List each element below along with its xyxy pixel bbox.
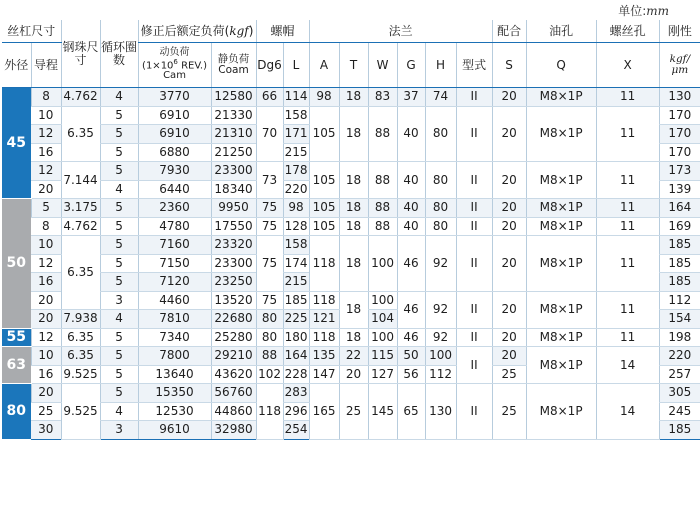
ball-screw-spec-table (2, 20, 700, 440)
A-cell: 118 (309, 236, 339, 292)
X-cell: 11 (596, 291, 659, 328)
coam-cell: 21330 (211, 106, 256, 125)
cam-cell: 13640 (138, 365, 211, 384)
table-row (2, 236, 700, 255)
header-nut: 螺帽 (256, 20, 309, 43)
W-cell: 115 (368, 347, 397, 366)
table-row (2, 328, 700, 347)
stiffness-cell: 139 (659, 180, 700, 199)
A-cell: 98 (309, 88, 339, 107)
G-cell: 40 (397, 217, 425, 236)
T-cell: 18 (339, 236, 368, 292)
H-cell: 80 (425, 106, 456, 162)
cam-cell: 12530 (138, 402, 211, 421)
circuit-cell: 5 (100, 328, 138, 347)
T-cell: 18 (339, 199, 368, 218)
type-cell: II (456, 199, 492, 218)
dg6-cell: 80 (256, 328, 283, 347)
coam-cell: 18340 (211, 180, 256, 199)
ball-cell: 3.175 (61, 199, 100, 218)
coam-cell: 29210 (211, 347, 256, 366)
circuit-cell: 5 (100, 384, 138, 403)
L-cell: 225 (283, 310, 309, 329)
L-cell: 228 (283, 365, 309, 384)
header-circuits: 循环圈数 (100, 20, 138, 88)
lead-cell: 30 (31, 421, 61, 440)
table-row (2, 291, 700, 310)
stiffness-cell: 112 (659, 291, 700, 310)
table-row (2, 347, 700, 366)
ball-cell: 9.525 (61, 365, 100, 384)
H-cell: 130 (425, 384, 456, 440)
cam-cell: 4780 (138, 217, 211, 236)
ball-cell: 7.938 (61, 310, 100, 329)
W-cell: 83 (368, 88, 397, 107)
type-cell: II (456, 291, 492, 328)
header-oil-hole: 油孔 (526, 20, 596, 43)
ball-cell: 6.35 (61, 328, 100, 347)
ball-cell: 7.144 (61, 162, 100, 199)
cam-cell: 7340 (138, 328, 211, 347)
header-thread-hole: 螺丝孔 (596, 20, 659, 43)
G-cell: 40 (397, 106, 425, 162)
ball-cell: 9.525 (61, 384, 100, 440)
circuit-cell: 5 (100, 254, 138, 273)
cam-cell: 6910 (138, 106, 211, 125)
S-cell: 25 (492, 365, 526, 384)
table-row (2, 199, 700, 218)
A-cell: 105 (309, 162, 339, 199)
T-cell: 18 (339, 328, 368, 347)
L-cell: 174 (283, 254, 309, 273)
G-cell: 56 (397, 365, 425, 384)
Q-cell: M8×1P (526, 328, 596, 347)
ball-cell: 6.35 (61, 347, 100, 366)
S-cell: 20 (492, 162, 526, 199)
T-cell: 18 (339, 162, 368, 199)
cam-cell: 7160 (138, 236, 211, 255)
header-W: W (368, 43, 397, 88)
X-cell: 11 (596, 199, 659, 218)
T-cell: 25 (339, 384, 368, 440)
L-cell: 215 (283, 143, 309, 162)
T-cell: 18 (339, 217, 368, 236)
lead-cell: 16 (31, 365, 61, 384)
T-cell: 18 (339, 106, 368, 162)
stiffness-cell: 170 (659, 106, 700, 125)
A-cell: 121 (309, 310, 339, 329)
lead-cell: 5 (31, 199, 61, 218)
stiffness-cell: 170 (659, 125, 700, 144)
dg6-cell: 70 (256, 106, 283, 162)
stiffness-cell: 185 (659, 273, 700, 292)
circuit-cell: 4 (100, 88, 138, 107)
header-stiffness: 刚性 (659, 20, 700, 43)
Q-cell: M8×1P (526, 236, 596, 292)
L-cell: 128 (283, 217, 309, 236)
S-cell: 20 (492, 106, 526, 162)
coam-cell: 17550 (211, 217, 256, 236)
dg6-cell: 66 (256, 88, 283, 107)
stiffness-cell: 185 (659, 236, 700, 255)
lead-cell: 12 (31, 328, 61, 347)
L-cell: 98 (283, 199, 309, 218)
coam-cell: 12580 (211, 88, 256, 107)
Q-cell: M8×1P (526, 199, 596, 218)
header-lead: 导程 (31, 43, 61, 88)
header-ball-size: 钢珠尺寸 (61, 20, 100, 88)
circuit-cell: 4 (100, 180, 138, 199)
circuit-cell: 5 (100, 125, 138, 144)
outer-dia-cell: 55 (2, 328, 31, 347)
type-cell: II (456, 328, 492, 347)
type-cell: II (456, 347, 492, 384)
S-cell: 20 (492, 88, 526, 107)
header-S: S (492, 43, 526, 88)
header-fit: 配合 (492, 20, 526, 43)
X-cell: 11 (596, 88, 659, 107)
dg6-cell: 75 (256, 291, 283, 310)
W-cell: 88 (368, 199, 397, 218)
header-outer-dia: 外径 (2, 43, 31, 88)
Q-cell: M8×1P (526, 384, 596, 440)
coam-cell: 21250 (211, 143, 256, 162)
L-cell: 220 (283, 180, 309, 199)
dg6-cell: 118 (256, 384, 283, 440)
stiffness-cell: 164 (659, 199, 700, 218)
Q-cell: M8×1P (526, 291, 596, 328)
lead-cell: 20 (31, 291, 61, 310)
cam-cell: 9610 (138, 421, 211, 440)
unit-note (618, 2, 669, 19)
lead-cell: 16 (31, 143, 61, 162)
header-G: G (397, 43, 425, 88)
lead-cell: 20 (31, 384, 61, 403)
S-cell: 20 (492, 236, 526, 292)
header-H: H (425, 43, 456, 88)
lead-cell: 8 (31, 88, 61, 107)
circuit-cell: 5 (100, 106, 138, 125)
cam-cell: 6880 (138, 143, 211, 162)
H-cell: 112 (425, 365, 456, 384)
coam-cell: 56760 (211, 384, 256, 403)
outer-dia-cell: 63 (2, 347, 31, 384)
coam-cell: 43620 (211, 365, 256, 384)
W-cell: 104 (368, 310, 397, 329)
coam-cell: 25280 (211, 328, 256, 347)
X-cell: 14 (596, 347, 659, 384)
outer-dia-cell: 50 (2, 199, 31, 329)
header-L: L (283, 43, 309, 88)
stiffness-cell: 173 (659, 162, 700, 181)
A-cell: 165 (309, 384, 339, 440)
lead-cell: 16 (31, 273, 61, 292)
cam-cell: 4460 (138, 291, 211, 310)
dg6-cell: 75 (256, 199, 283, 218)
circuit-cell: 5 (100, 273, 138, 292)
S-cell: 25 (492, 384, 526, 440)
coam-cell: 23250 (211, 273, 256, 292)
lead-cell: 12 (31, 162, 61, 181)
coam-cell: 9950 (211, 199, 256, 218)
cam-cell: 7120 (138, 273, 211, 292)
stiffness-cell: 305 (659, 384, 700, 403)
coam-cell: 13520 (211, 291, 256, 310)
L-cell: 215 (283, 273, 309, 292)
L-cell: 178 (283, 162, 309, 181)
type-cell: II (456, 106, 492, 162)
header-T: T (339, 43, 368, 88)
L-cell: 180 (283, 328, 309, 347)
header-Q: Q (526, 43, 596, 88)
H-cell: 80 (425, 199, 456, 218)
W-cell: 100 (368, 236, 397, 292)
cam-cell: 6440 (138, 180, 211, 199)
header-stiffness-unit: kgf/ μm (659, 43, 700, 88)
circuit-cell: 5 (100, 365, 138, 384)
G-cell: 46 (397, 236, 425, 292)
A-cell: 105 (309, 106, 339, 162)
G-cell: 50 (397, 347, 425, 366)
outer-dia-cell: 45 (2, 88, 31, 199)
lead-cell: 10 (31, 347, 61, 366)
circuit-cell: 4 (100, 310, 138, 329)
Q-cell: M8×1P (526, 217, 596, 236)
unit-value: mm (646, 4, 669, 18)
S-cell: 20 (492, 291, 526, 328)
lead-cell: 8 (31, 217, 61, 236)
lead-cell: 25 (31, 402, 61, 421)
X-cell: 11 (596, 328, 659, 347)
header-screw-size: 丝杠尺寸 (2, 20, 61, 43)
H-cell: 92 (425, 328, 456, 347)
H-cell: 74 (425, 88, 456, 107)
lead-cell: 20 (31, 180, 61, 199)
L-cell: 254 (283, 421, 309, 440)
circuit-cell: 5 (100, 199, 138, 218)
A-cell: 105 (309, 217, 339, 236)
stiffness-cell: 257 (659, 365, 700, 384)
X-cell: 11 (596, 106, 659, 162)
table-row (2, 384, 700, 403)
circuit-cell: 5 (100, 143, 138, 162)
table-row (2, 217, 700, 236)
type-cell: II (456, 384, 492, 440)
stiffness-cell: 245 (659, 402, 700, 421)
G-cell: 40 (397, 162, 425, 199)
G-cell: 46 (397, 291, 425, 328)
unit-label: 单位: (618, 4, 647, 18)
lead-cell: 12 (31, 125, 61, 144)
Q-cell: M8×1P (526, 106, 596, 162)
G-cell: 46 (397, 328, 425, 347)
lead-cell: 10 (31, 236, 61, 255)
type-cell: II (456, 162, 492, 199)
W-cell: 88 (368, 217, 397, 236)
type-cell: II (456, 88, 492, 107)
Q-cell: M8×1P (526, 88, 596, 107)
stiffness-cell: 185 (659, 254, 700, 273)
coam-cell: 44860 (211, 402, 256, 421)
stiffness-cell: 220 (659, 347, 700, 366)
dg6-cell: 75 (256, 236, 283, 292)
X-cell: 11 (596, 162, 659, 199)
S-cell: 20 (492, 217, 526, 236)
ball-cell: 6.35 (61, 106, 100, 162)
stiffness-cell: 170 (659, 143, 700, 162)
table-row (2, 106, 700, 125)
H-cell: 80 (425, 162, 456, 199)
header-A: A (309, 43, 339, 88)
G-cell: 37 (397, 88, 425, 107)
header-dynamic-load: 动负荷 ($1\times 10^6$ REV.) Cam (138, 43, 211, 88)
circuit-cell: 4 (100, 402, 138, 421)
coam-cell: 22680 (211, 310, 256, 329)
cam-cell: 7810 (138, 310, 211, 329)
table-row (2, 162, 700, 181)
W-cell: 127 (368, 365, 397, 384)
G-cell: 40 (397, 199, 425, 218)
H-cell: 80 (425, 217, 456, 236)
type-cell: II (456, 217, 492, 236)
A-cell: 105 (309, 199, 339, 218)
cam-cell: 6910 (138, 125, 211, 144)
H-cell: 92 (425, 291, 456, 328)
coam-cell: 23300 (211, 254, 256, 273)
circuit-cell: 5 (100, 217, 138, 236)
header-dg6: Dg6 (256, 43, 283, 88)
T-cell: 20 (339, 365, 368, 384)
W-cell: 88 (368, 162, 397, 199)
A-cell: 147 (309, 365, 339, 384)
dg6-cell: 88 (256, 347, 283, 366)
lead-cell: 20 (31, 310, 61, 329)
stiffness-cell: 169 (659, 217, 700, 236)
cam-cell: 7150 (138, 254, 211, 273)
W-cell: 100 (368, 291, 397, 310)
coam-cell: 32980 (211, 421, 256, 440)
type-cell: II (456, 236, 492, 292)
G-cell: 65 (397, 384, 425, 440)
H-cell: 100 (425, 347, 456, 366)
dg6-cell: 73 (256, 162, 283, 199)
A-cell: 118 (309, 328, 339, 347)
stiffness-cell: 185 (659, 421, 700, 440)
ball-cell: 4.762 (61, 217, 100, 236)
header-static-load: 静负荷 Coam (211, 43, 256, 88)
L-cell: 185 (283, 291, 309, 310)
circuit-cell: 5 (100, 347, 138, 366)
X-cell: 14 (596, 384, 659, 440)
ball-cell: 6.35 (61, 236, 100, 310)
L-cell: 114 (283, 88, 309, 107)
ball-cell: 4.762 (61, 88, 100, 107)
header-flange: 法兰 (309, 20, 492, 43)
T-cell: 22 (339, 347, 368, 366)
W-cell: 88 (368, 106, 397, 162)
L-cell: 158 (283, 236, 309, 255)
circuit-cell: 5 (100, 162, 138, 181)
cam-cell: 3770 (138, 88, 211, 107)
header-X: X (596, 43, 659, 88)
stiffness-cell: 198 (659, 328, 700, 347)
L-cell: 158 (283, 106, 309, 125)
stiffness-cell: 130 (659, 88, 700, 107)
S-cell: 20 (492, 347, 526, 366)
circuit-cell: 5 (100, 236, 138, 255)
S-cell: 20 (492, 328, 526, 347)
coam-cell: 21310 (211, 125, 256, 144)
cam-cell: 2360 (138, 199, 211, 218)
dg6-cell: 80 (256, 310, 283, 329)
A-cell: 135 (309, 347, 339, 366)
X-cell: 11 (596, 217, 659, 236)
X-cell: 11 (596, 236, 659, 292)
cam-cell: 7800 (138, 347, 211, 366)
T-cell: 18 (339, 291, 368, 328)
stiffness-cell: 154 (659, 310, 700, 329)
W-cell: 145 (368, 384, 397, 440)
dg6-cell: 75 (256, 217, 283, 236)
H-cell: 92 (425, 236, 456, 292)
A-cell: 118 (309, 291, 339, 310)
Q-cell: M8×1P (526, 347, 596, 384)
T-cell: 18 (339, 88, 368, 107)
header-type: 型式 (456, 43, 492, 88)
L-cell: 164 (283, 347, 309, 366)
W-cell: 100 (368, 328, 397, 347)
circuit-cell: 3 (100, 421, 138, 440)
table-row (2, 88, 700, 107)
cam-cell: 15350 (138, 384, 211, 403)
L-cell: 296 (283, 402, 309, 421)
coam-cell: 23300 (211, 162, 256, 181)
cam-cell: 7930 (138, 162, 211, 181)
outer-dia-cell: 80 (2, 384, 31, 440)
coam-cell: 23320 (211, 236, 256, 255)
L-cell: 283 (283, 384, 309, 403)
header-rated-load: 修正后额定负荷(kgf) (138, 20, 256, 43)
circuit-cell: 3 (100, 291, 138, 310)
lead-cell: 10 (31, 106, 61, 125)
S-cell: 20 (492, 199, 526, 218)
dg6-cell: 102 (256, 365, 283, 384)
L-cell: 171 (283, 125, 309, 144)
lead-cell: 12 (31, 254, 61, 273)
Q-cell: M8×1P (526, 162, 596, 199)
